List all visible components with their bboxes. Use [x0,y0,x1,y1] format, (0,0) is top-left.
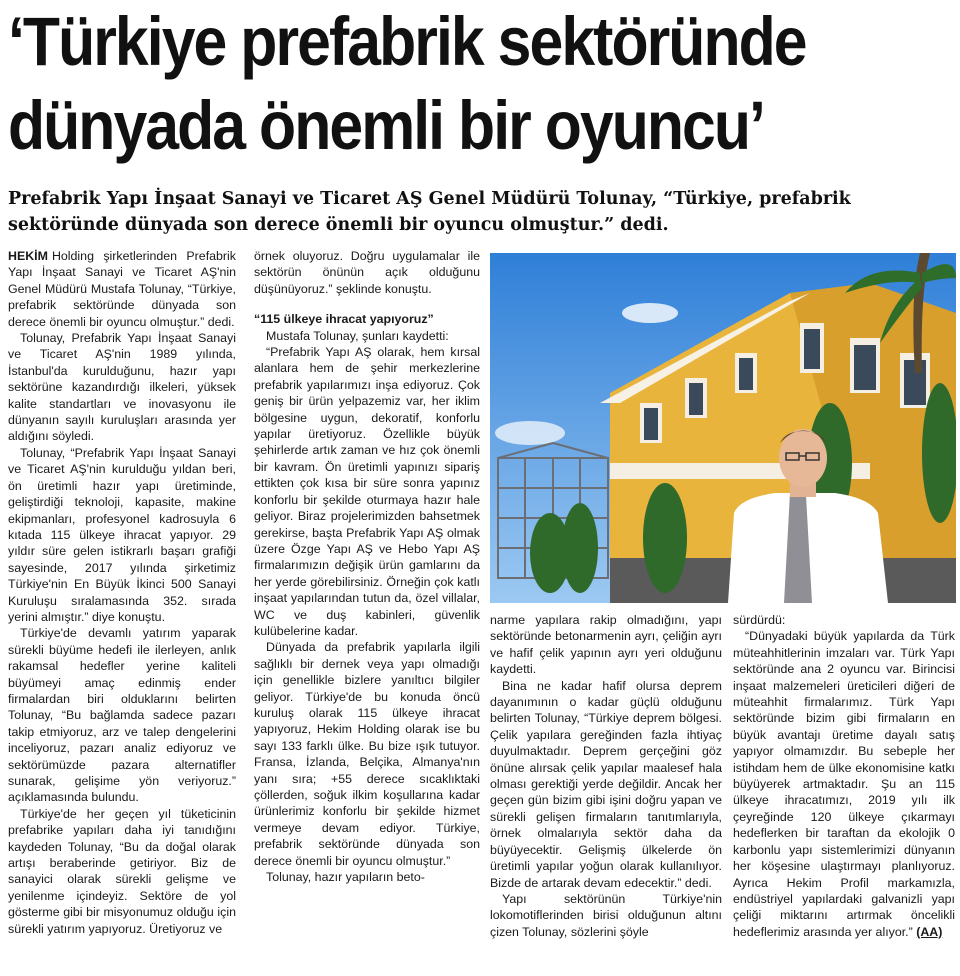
paragraph: Yapı sektörünün Türkiye'nin lokomotiflerinden birisi olduğunun altını çizen Tolunay, sözlerini şöyle [490,891,722,939]
paragraph: Tolunay, “Prefabrik Yapı İnşaat Sanayi ve Ticaret AŞ'nin kurulduğu yıldan beri, ön üretimli hazır yapı üretiminde, geliştirdiği teknoloji, kapasite, makine ekipmanları, profesyonel kadrosuyla 6 kıtada 115 ülkeye ihracat yapıyor. 29 yıldır süre gelen istikrarlı başarı grafiği sayesinde, 2017 yılında şirketimiz Türkiye'nin En Büyük İkinci 500 Sanayi Kuruluşu sıralamasında 352. sırada yerini almıştır.” diye konuştu. [8,445,236,624]
headline-line-2: dünyada önemli bir oyuncu’ [8,87,764,164]
paragraph: örnek oluyoruz. Doğru uygulamalar ile sektörün önünün açık olduğunu düşünüyoruz.” şeklinde konuştu. [254,249,480,296]
paragraph: Bina ne kadar hafif olursa deprem dayanımının o kadar güçlü olduğunu belirten Tolunay, “Türkiye deprem bölgesi. Çelik yapılara gereğinden fazla ihtiyaç duyulmaktadır. Deprem gerçeğini göz önüne alırsak çelik yapılar maalesef hala olması gerektiği yerde değildir. Ancak her geçen gün bizim gibi işini doğru yapan ve sürekli gelişen firmaların tanıtımlarıyla, örnek olmalarıyla sektör daha da büyüyecektir. Gelişmiş ülkelerde ön üretimli yapılar yoğun olarak kullanılıyor. Bizde de artarak devam edecektir.” dedi. [490,678,722,890]
source-credit: (AA) [916,924,943,939]
paragraph: Türkiye'de her geçen yıl tüketicinin prefabrike yapıları daha iyi tanıdığını kaydeden Tolunay, “Bu da doğal olarak artışı beraberinde getiriyor. Biz de sanayici olarak sürekli gelişme ve yenilenme içindeyiz. Sektöre de yol gösterme gibi bir misyonumuz olduğu için sürekli yatırım yapıyoruz. Üretiyoruz ve [8,806,236,936]
article-column-3 [490,612,722,940]
article-column-4 [733,612,955,940]
paragraph: Dünyada da prefabrik yapılarla ilgili sağlıklı bir dernek veya yapı olmadığı için genellikle bizlere yanıltıcı bilgiler geliyor. Türkiye'de bu konuda öncü kuruluş olarak 115 ülkeye ihracat yapıyoruz, Hekim Holding olarak ise bu sayı 133 farklı ülke. Bu bize ışık tutuyor. Fransa, İzlanda, Belçika, Almanya'nın yanı sıra; +55 derece sıcaklıktaki çöllerden, soğuk ilkim koşullarına kadar ürünlerimiz konforlu bir şekilde hizmet vermeye devam ediyor. Türkiye, prefabrik sektöründe dünyada son derece önemli bir oyuncu olmuştur.” [254,640,480,868]
section-subtitle: “115 ülkeye ihracat yapıyoruz” [254,312,434,327]
paragraph: Türkiye'de devamlı yatırım yaparak sürekli büyüme hedefi ile ilerleyen, anlık rakamsal hedefler yerine kaliteli büyümeyi amaç edinmiş ender firmalardan biri olduklarını belirten Tolunay, “Bu bağlamda sadece pazarı takip etmiyoruz, arz ve talep dengelerini inceliyoruz, pazarı analiz ediyoruz ve sektörümüzde pazara alternatifler sunarak, gelişime yön veriyoruz.” açıklamasında bulundu. [8,626,236,805]
headline-line-1: ‘Türkiye prefabrik sektöründe [8,3,806,80]
lead-word: HEKİM [8,249,48,263]
paragraph: Mustafa Tolunay, şunları kaydetti: [266,328,449,343]
article-photo [490,253,956,603]
photo-of-building-and-man-icon [490,253,956,603]
article-column-2 [254,248,480,885]
paragraph [733,628,955,940]
paragraph-text: “Dünyadaki büyük yapılarda da Türk müteahhitlerinin imzaları var. Türk Yapı sektöründe ana 2 oyuncu var. Birincisi inşaat malzemeleri üreticileri diğeri de müteahhit firmalarımız. Türk Yapı sektöründe bizim gibi firmaların en büyük avantajı üretime dayalı satış yapıyor olmamızdır. Bu sebeple her istihdam hem de ülke ekonomisine katkı büyüyerek artmaktadır. Şu an 115 ülkeye ihracatımızı, 2019 yılı ilk çeyreğinde 120 ülkeye çıkarmayı hedeflerken bir taraftan da ekolojik 0 karbonlu yapı sistemlerimizi dünyanın her köşesine ulaştırmayı planlıyoruz. Ayrıca Hekim Profil markamızla, endüstriyel yapılardaki galvanizli yapı çeliği miktarını artırmak öncelikli hedeflerimiz arasında yer alıyor.” [733,629,955,939]
subheadline: Prefabrik Yapı İnşaat Sanayi ve Ticaret AŞ Genel Müdürü Tolunay, “Türkiye, prefabrik sektöründe dünyada son derece önemli bir oyuncu olmuştur.” dedi. [8,189,851,235]
article-column-1 [8,248,236,937]
paragraph: narme yapılara rakip olmadığını, yapı sektöründe betonarmenin ayrı, çeliğin ayrı ve hafif çelik yapının ayrı yeri olduğunu kaydetti. [490,613,722,677]
paragraph [8,248,236,330]
paragraph: Tolunay, Prefabrik Yapı İnşaat Sanayi ve Ticaret AŞ'nin 1989 yılında, İstanbul'da kurulduğunu, hazır yapı sektörüne kazandırdığı ilkeleri, yüksek kalite standartları ve inovasyonu ile dünyanın sayılı kuruluşları arasında yer aldığını söyledi. [8,331,236,444]
paragraph-text: Holding şirketlerinden Prefabrik Yapı İnşaat Sanayi ve Ticaret AŞ'nin Genel Müdürü Mustafa Tolunay, “Türkiye, prefabrik sektöründe dünyada son derece önemli bir oyuncu olmuştur.” dedi. [8,249,236,329]
paragraph: “Prefabrik Yapı AŞ olarak, hem kırsal alanlara hem de şehir merkezlerine prefabrik yapılarımızı inşa ediyoruz. Çok geniş bir ürün yelpazemiz var, her iklim bölgesine uygun, dekoratif, konforlu yapılar üretiyoruz. Özellikle büyük şehirlerde artık zaman ve hız çok önemli bir kavram. Ön üretimli yapınızı sipariş ettikten çok kısa bir süre sonra yapınız konforlu bir şekilde oturmaya hazır hale geliyor. Biraz projelerimizden bahsetmek gerekirse, başta Prefabrik Yapı AŞ olmak üzere Özge Yapı AŞ ve Hebo Yapı AŞ firmalarımızın değişik ürün gamlarını da her yerde görebilirsiniz. Örneğin çok katlı inşaat yapılarından tutun da, özel villalar, WC ve duş kabinleri, güvenlik kulübelerine kadar. [254,345,480,638]
paragraph: sürdürdü: [733,613,786,627]
paragraph: Tolunay, hazır yapıların beto- [266,870,425,885]
headline [8,0,844,168]
